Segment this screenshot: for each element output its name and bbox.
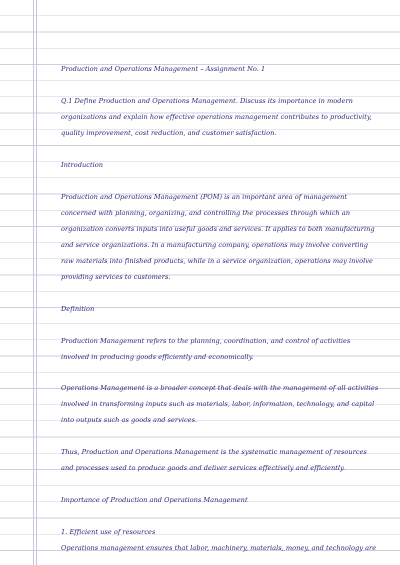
point1-heading: 1. Efficient use of resources	[61, 528, 156, 536]
question-line-3: quality improvement, cost reduction, and customer satisfaction.	[61, 129, 277, 137]
definition-p2-line-3: into outputs such as goods and services.	[61, 416, 198, 424]
introduction-line-6: providing services to customers.	[61, 273, 171, 281]
importance-heading: Importance of Production and Operations Management	[61, 496, 248, 504]
introduction-line-2: concerned with planning, organizing, and controlling the processes through which an	[61, 209, 351, 217]
point1-line-1: Operations management ensures that labor, machinery, materials, money, and technology are	[61, 544, 377, 552]
question-line-1: Q.1 Define Production and Operations Management. Discuss its importance in modern	[61, 97, 353, 105]
definition-p1-line-1: Production Management refers to the planning, coordination, and control of activities	[61, 337, 351, 345]
introduction-line-5: raw materials into finished products, while in a service organization, operations may involve	[61, 257, 373, 265]
introduction-line-3: organization converts inputs into useful goods and services. It applies to both manufacturing	[61, 225, 375, 233]
definition-p3-line-1: Thus, Production and Operations Management is the systematic management of resources	[61, 448, 367, 456]
page-content	[61, 0, 392, 565]
definition-p2-line-1: Operations Management is a broader concept that deals with the management of all activities	[61, 384, 379, 392]
introduction-line-4: and service organizations. In a manufacturing company, operations may involve converting	[61, 241, 369, 249]
definition-p1-line-2: involved in producing goods efficiently and economically.	[61, 353, 254, 361]
definition-p2-line-2: involved in transforming inputs such as materials, labor, information, technology, and capital	[61, 400, 375, 408]
definition-p3-line-2: and processes used to produce goods and deliver services effectively and efficiently.	[61, 464, 345, 472]
introduction-line-1: Production and Operations Management (POM) is an important area of management	[61, 193, 348, 201]
document-title: Production and Operations Management – Assignment No. 1	[61, 65, 266, 73]
definition-heading: Definition	[61, 305, 95, 313]
question-line-2: organizations and explain how effective operations management contributes to productivity,	[61, 113, 372, 121]
introduction-heading: Introduction	[61, 161, 103, 169]
